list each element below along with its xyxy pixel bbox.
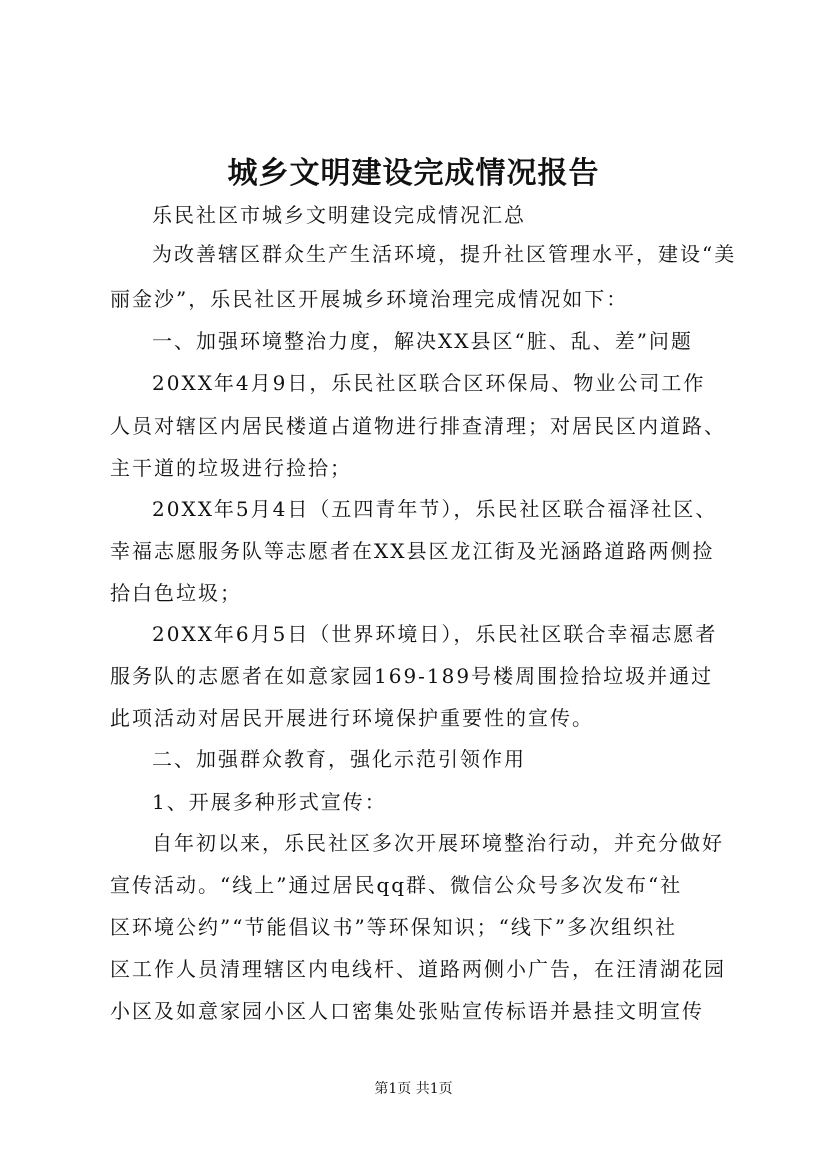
paragraph-line: 区工作人员清理辖区内电线杆、道路两侧小广告，在汪清湖花园 xyxy=(110,957,726,981)
paragraph-line: 拾白色垃圾； xyxy=(110,581,242,605)
paragraph-line: 20XX年6月5日（世界环境日），乐民社区联合幸福志愿者 xyxy=(152,622,718,646)
paragraph-line: 为改善辖区群众生产生活环境，提升社区管理水平，建设“美 xyxy=(152,242,737,266)
paragraph-line: 服务队的志愿者在如意家园169-189号楼周围捡拾垃圾并通过 xyxy=(110,664,714,688)
paragraph-line: 区环境公约”“节能倡议书”等环保知识；“线下”多次组织社 xyxy=(110,915,678,939)
section-heading: 一、加强环境整治力度，解决XX县区“脏、乱、差”问题 xyxy=(152,329,693,353)
paragraph-line: 自年初以来，乐民社区多次开展环境整治行动，并充分做好 xyxy=(152,831,724,855)
section-heading: 二、加强群众教育，强化示范引领作用 xyxy=(152,747,526,771)
paragraph-line: 20XX年5月4日（五四青年节），乐民社区联合福泽社区、 xyxy=(152,497,718,521)
paragraph-line: 此项活动对居民开展进行环境保护重要性的宣传。 xyxy=(110,706,594,730)
subsection-heading: 1、开展多种形式宣传： xyxy=(152,790,387,814)
paragraph-line: 人员对辖区内居民楼道占道物进行排查清理；对居民区内道路、 xyxy=(110,414,726,438)
document-title: 城乡文明建设完成情况报告 xyxy=(227,156,600,191)
paragraph-line: 小区及如意家园小区人口密集处张贴宣传标语并悬挂文明宣传 xyxy=(110,999,704,1023)
paragraph-line: 主干道的垃圾进行捡拾； xyxy=(110,456,352,480)
paragraph-line: 丽金沙”，乐民社区开展城乡环境治理完成情况如下： xyxy=(110,287,629,311)
page-footer: 第1页 共1页 xyxy=(374,1081,453,1097)
paragraph-line: 20XX年4月9日，乐民社区联合区环保局、物业公司工作 xyxy=(152,371,706,395)
paragraph-line: 幸福志愿服务队等志愿者在XX县区龙江街及光涵路道路两侧捡 xyxy=(110,539,715,563)
paragraph-line: 宣传活动。“线上”通过居民qq群、微信公众号多次发布“社 xyxy=(110,873,683,897)
paragraph-line: 乐民社区市城乡文明建设完成情况汇总 xyxy=(152,203,526,227)
